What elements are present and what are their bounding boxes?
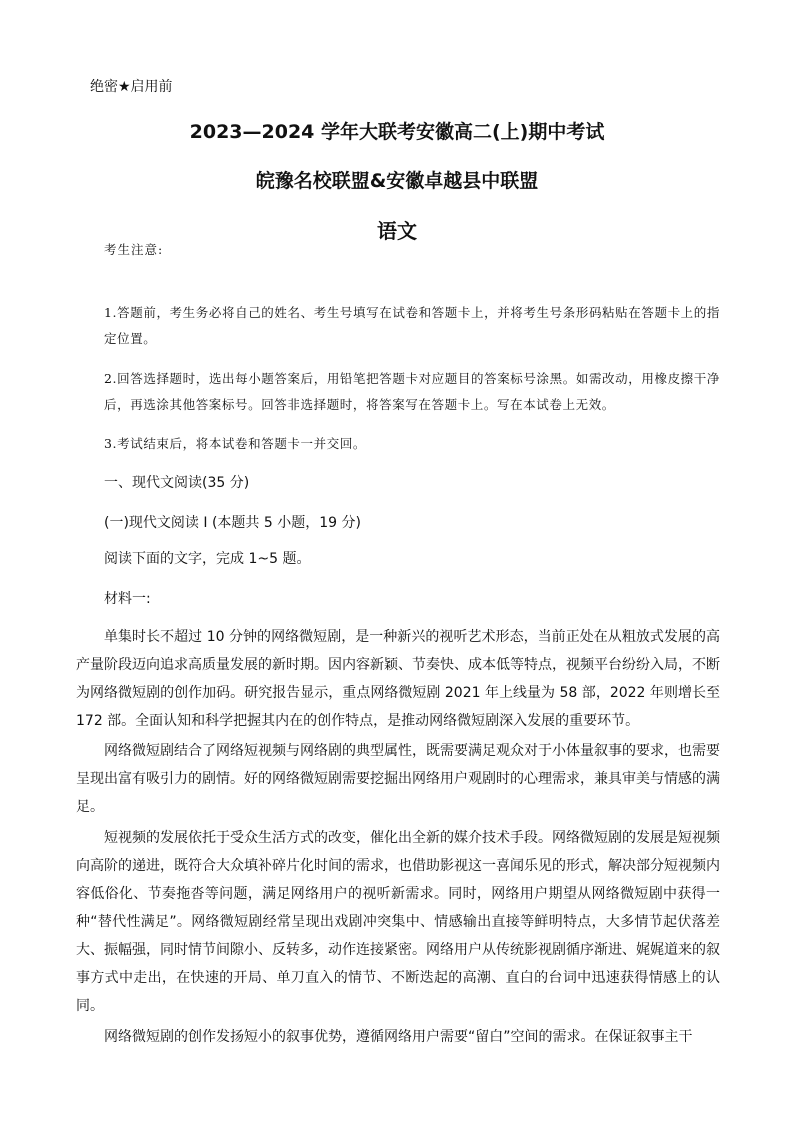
paragraph: 网络微短剧的创作发扬短小的叙事优势，遵循网络用户需要“留白”空间的需求。在保证叙事主干 bbox=[104, 1029, 693, 1045]
notice-label: 考生注意: bbox=[104, 242, 164, 257]
paragraph: 单集时长不超过 10 分钟的网络微短剧，是一种新兴的视听艺术形态，当前正处在从粗放式发展的高产量阶段迈向追求高质量发展的新时期。因内容新颖、节奏快、成本低等特点，视频平台纷纷入局，不断为网络微短剧的创作加码。研究报告显示，重点网络微短剧 2021 年上线量为 58 部，2022 年则增长至 172 部。全面认知和科学把握其内在的创作特点，是推动网络微短剧深入发展的重要环节。 bbox=[76, 629, 720, 729]
notice-item-1: 1.答题前，考生务必将自己的姓名、考生号填写在试卷和答题卡上，并将考生号条形码粘贴在答题卡上的指定位置。 bbox=[104, 305, 720, 346]
alliance-title: 皖豫名校联盟&安徽卓越县中联盟 bbox=[255, 170, 539, 192]
notice-item-2: 2.回答选择题时，选出每小题答案后，用铅笔把答题卡对应题目的答案标号涂黑。如需改动，用橡皮擦干净后，再选涂其他答案标号。回答非选择题时，将答案写在答题卡上。写在本试卷上无效。 bbox=[104, 371, 720, 412]
notice-item-3: 3.考试结束后，将本试卷和答题卡一并交回。 bbox=[104, 436, 367, 451]
exam-title: 2023—2024 学年大联考安徽高二(上)期中考试 bbox=[189, 121, 605, 143]
subject-title: 语文 bbox=[377, 219, 417, 243]
material-label: 材料一: bbox=[104, 591, 151, 607]
section-heading: 一、现代文阅读(35 分) bbox=[104, 475, 250, 491]
confidential-mark: 绝密★启用前 bbox=[90, 79, 173, 95]
subsection-heading: (一)现代文阅读 I (本题共 5 小题，19 分) bbox=[104, 515, 361, 531]
reading-instruction: 阅读下面的文字，完成 1~5 题。 bbox=[104, 551, 311, 567]
paragraph: 短视频的发展依托于受众生活方式的改变，催化出全新的媒介技术手段。网络微短剧的发展是短视频向高阶的递进，既符合大众填补碎片化时间的需求，也借助影视这一喜闻乐见的形式，解决部分短视频内容低俗化、节奏拖沓等问题，满足网络用户的视听新需求。同时，网络用户期望从网络微短剧中获得一种“替代性满足”。网络微短剧经常呈现出戏剧冲突集中、情感输出直接等鲜明特点，大多情节起伏落差大、振幅强，同时情节间隙小、反转多，动作连接紧密。网络用户从传统影视剧循序渐进、娓娓道来的叙事方式中走出，在快速的开局、单刀直入的情节、不断迭起的高潮、直白的台词中迅速获得情感上的认同。 bbox=[76, 830, 720, 1014]
paragraph: 网络微短剧结合了网络短视频与网络剧的典型属性，既需要满足观众对于小体量叙事的要求，也需要呈现出富有吸引力的剧情。好的网络微短剧需要挖掘出网络用户观剧时的心理需求，兼具审美与情感的满足。 bbox=[76, 743, 720, 815]
